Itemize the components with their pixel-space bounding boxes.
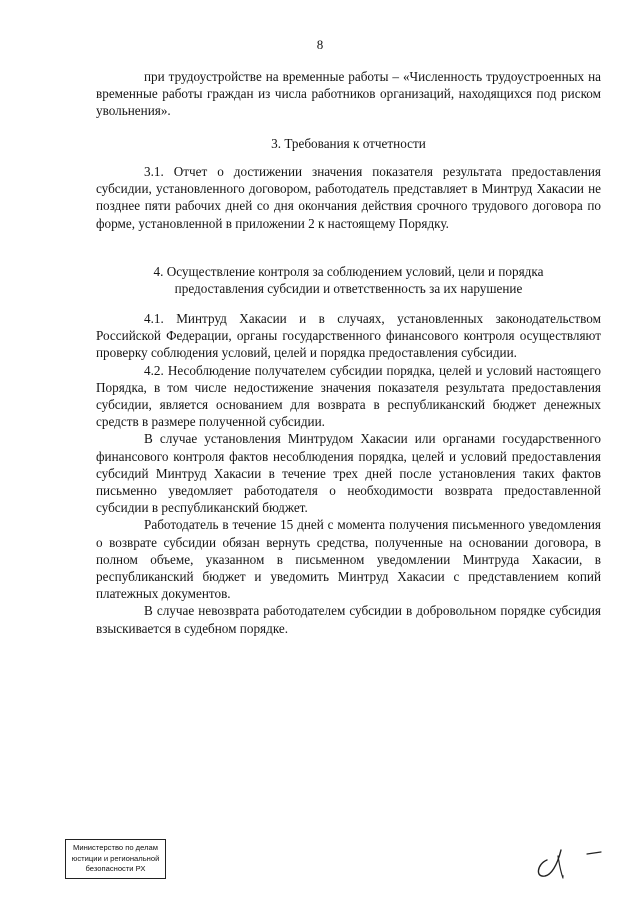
stamp-line-2: юстиции и региональной: [71, 853, 160, 863]
section-3-title: 3. Требования к отчетности: [271, 136, 426, 151]
signature-mark: [527, 838, 607, 888]
section-4-title-line-2: предоставления субсидии и ответственность за их нарушение: [174, 281, 523, 297]
ministry-stamp: [65, 839, 166, 879]
section-3-body: [96, 163, 601, 232]
paragraph-4-2: 4.2. Несоблюдение получателем субсидии порядка, целей и условий настоящего Порядка, в том числе недостижение значения показателя результата предоставления субсидии, является основанием для возврата в республиканский бюджет денежных средств в размере полученной субсидии.: [96, 362, 601, 430]
paragraph-4-3: В случае установления Минтрудом Хакасии или органами государственного финансового контроля фактов несоблюдения порядка, целей и условий предоставления субсидий Минтруд Хакасии в течение трех дней после установления таких фактов письменно уведомляет работодателя о необходимости возврата предоставленной субсидии в республиканский бюджет.: [96, 431, 601, 516]
paragraph-3-1: 3.1. Отчет о достижении значения показателя результата предоставления субсидии, установленного договором, работодатель представляет в Минтруд Хакасии не позднее пяти рабочих дней со дня окончания действия срочного трудового договора по форме, установленной в приложении 2 к настоящему Порядку.: [96, 164, 601, 231]
paragraph-4-1: 4.1. Минтруд Хакасии и в случаях, установленных законодательством Российской Федерации, органы государственного финансового контроля осуществляют проверку соблюдения условий, целей и порядка предоставления субсидии.: [96, 311, 601, 361]
intro-block: [96, 68, 601, 120]
section-4-title-line-1: 4. Осуществление контроля за соблюдением условий, цели и порядка: [153, 264, 544, 279]
stamp-line-3: безопасности РХ: [85, 864, 146, 873]
paragraph-4-4: Работодатель в течение 15 дней с момента получения письменного уведомления о возврате субсидии обязан вернуть средства, полученные на основании договора, в полном объеме, указанном в письменном уведомлении Минтруда Хакасии, в республиканский бюджет и уведомить Минтруд Хакасии с представлением копий платежных документов.: [96, 517, 601, 602]
intro-paragraph: при трудоустройстве на временные работы – «Численность трудоустроенных на временные работы граждан из числа работников организаций, находящихся под риском увольнения».: [96, 69, 601, 119]
page-number: 8: [316, 37, 324, 52]
paragraph-4-5: В случае невозврата работодателем субсидии в добровольном порядке субсидия взыскивается в судебном порядке.: [96, 603, 601, 636]
stamp-line-1: Министерство по делам: [73, 843, 158, 852]
section-4-body: [96, 310, 601, 637]
section-4-title: [96, 263, 601, 297]
